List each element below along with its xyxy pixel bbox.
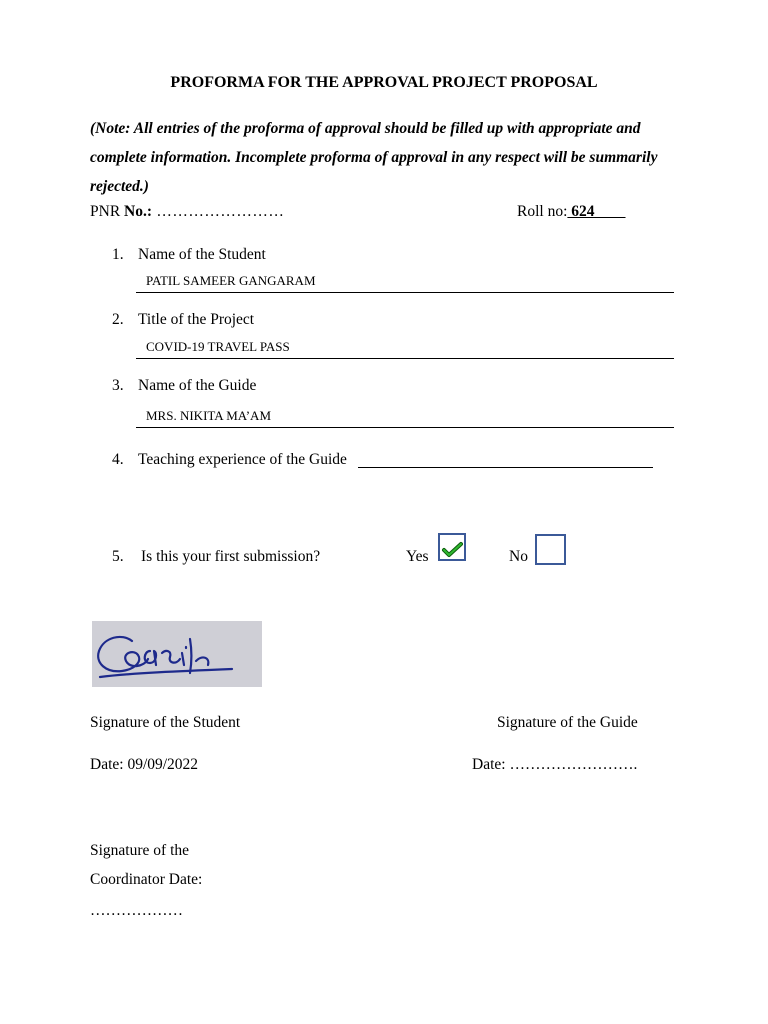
pnr-label-prefix: PNR bbox=[90, 203, 125, 220]
coordinator-signature-label: Signature of the bbox=[90, 842, 190, 859]
guide-name-value: MRS. NIKITA MA’AM bbox=[146, 408, 271, 423]
item-3-label: 3. Name of the Guide bbox=[112, 377, 257, 394]
item-1-label: 1. Name of the Student bbox=[112, 246, 266, 263]
item-2-label: 2. Title of the Project bbox=[112, 311, 255, 328]
pnr-field bbox=[90, 203, 284, 221]
item-5-label: 5. Is this your first submission? bbox=[112, 548, 321, 565]
note-text: (Note: All entries of the proforma of approval should be filled up with appropriate and complete information. Incomplete proforma of approval in any respect will be summarily rejected.) bbox=[90, 120, 658, 195]
student-signature-image bbox=[92, 621, 262, 687]
coordinator-date-label: Coordinator Date: bbox=[90, 871, 203, 888]
student-name-field bbox=[136, 273, 674, 293]
item-4-label: 4. Teaching experience of the Guide bbox=[112, 451, 347, 468]
guide-date: Date: ……………………. bbox=[472, 756, 638, 773]
no-checkbox[interactable] bbox=[535, 534, 566, 565]
signature-icon bbox=[92, 621, 262, 687]
coordinator-date-value: ……………… bbox=[90, 902, 183, 919]
pnr-value: …………………… bbox=[152, 203, 285, 220]
guide-name-field bbox=[136, 408, 674, 428]
roll-value: 624 bbox=[567, 203, 626, 220]
page-title: PROFORMA FOR THE APPROVAL PROJECT PROPOSAL bbox=[170, 74, 598, 91]
student-date: Date: 09/09/2022 bbox=[90, 756, 199, 773]
teaching-experience-line bbox=[358, 467, 653, 468]
guide-signature-label: Signature of the Guide bbox=[497, 714, 638, 731]
roll-field bbox=[517, 203, 626, 221]
student-name-value: PATIL SAMEER GANGARAM bbox=[146, 273, 316, 288]
yes-checkbox[interactable] bbox=[438, 533, 466, 561]
project-title-value: COVID-19 TRAVEL PASS bbox=[146, 339, 290, 354]
yes-label: Yes bbox=[406, 548, 429, 565]
student-signature-label: Signature of the Student bbox=[90, 714, 241, 731]
roll-label: Roll no: bbox=[517, 203, 568, 220]
pnr-label: No.: bbox=[124, 203, 153, 220]
checkmark-icon bbox=[440, 535, 463, 558]
project-title-field bbox=[136, 339, 674, 359]
no-label: No bbox=[509, 548, 528, 565]
